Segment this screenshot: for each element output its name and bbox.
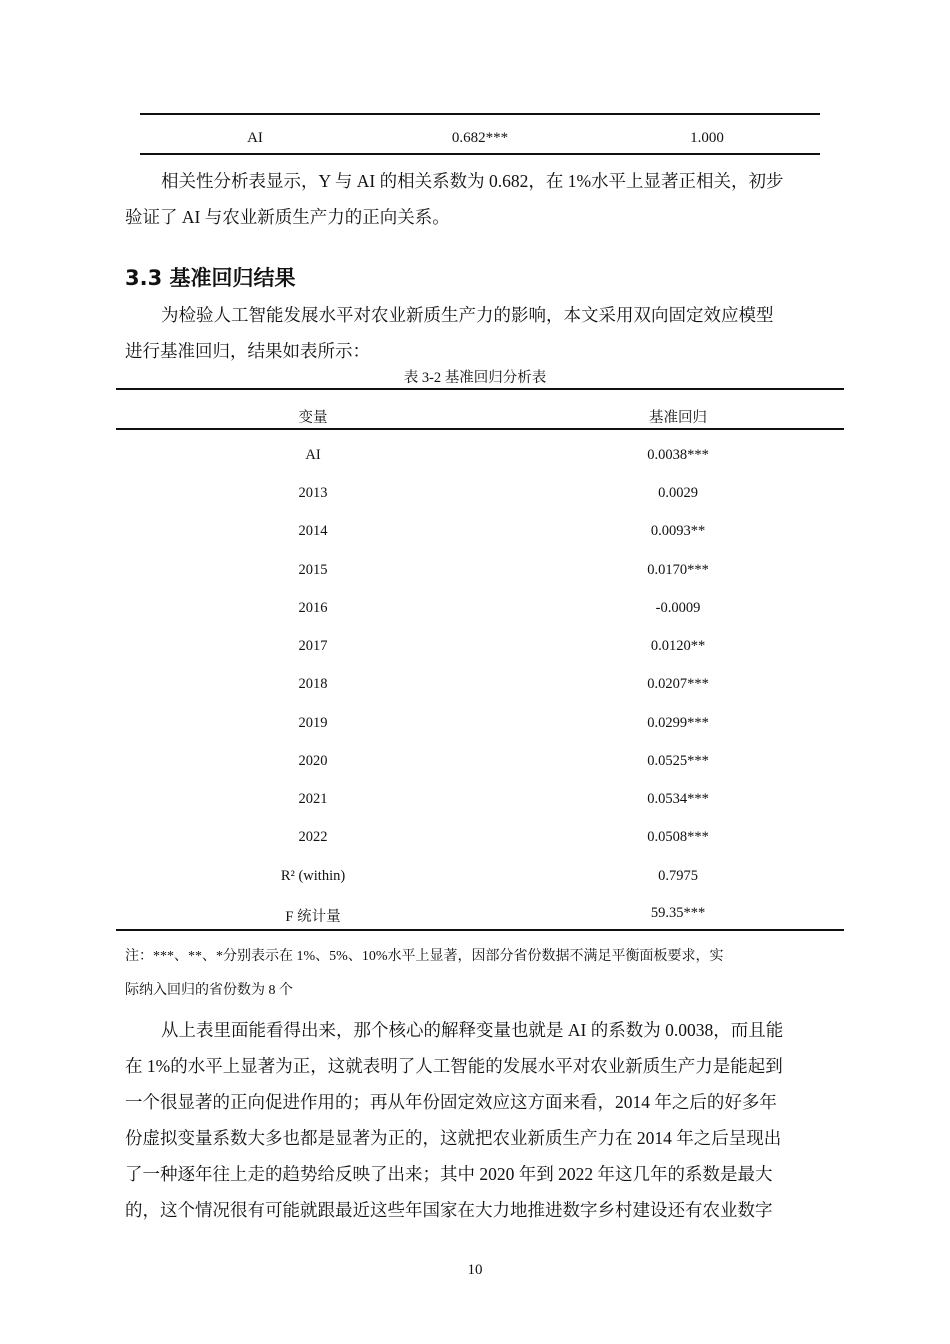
cell-coefficient: 0.7975 — [658, 868, 698, 884]
cell-coefficient: 0.0299*** — [647, 715, 709, 731]
row-label: AI — [247, 130, 263, 146]
table-note — [125, 940, 837, 1008]
paragraph-line: 验证了 AI 与农业新质生产力的正向关系。 — [125, 207, 450, 227]
note-line: 际纳入回归的省份数为 8 个 — [125, 983, 293, 998]
paragraph-line: 进行基准回归，结果如表所示： — [125, 341, 370, 361]
cell-coefficient: 0.0120** — [650, 638, 706, 654]
cell-variable: F 统计量 — [285, 909, 341, 925]
note-line: 注：***、**、*分别表示在 1%、5%、10%水平上显著，因部分省份数据不满足平衡面板要求，实 — [125, 949, 724, 964]
cell-coefficient: 59.35*** — [650, 905, 706, 921]
table-rule-bottom — [116, 929, 844, 931]
cell-coefficient: 0.0038*** — [647, 447, 709, 463]
cell-variable: 2020 — [298, 753, 328, 769]
header-baseline: 基准回归 — [649, 410, 707, 426]
cell-coefficient: 0.0508*** — [647, 829, 709, 845]
row-value-1: 0.682*** — [451, 130, 509, 146]
row-value-2: 1.000 — [690, 130, 724, 146]
cell-variable: 2019 — [298, 715, 328, 731]
cell-coefficient: 0.0029 — [658, 485, 698, 501]
table-caption: 表 3-2 基准回归分析表 — [403, 370, 547, 386]
table-rule-header — [116, 428, 844, 430]
cell-variable: 2015 — [298, 562, 328, 578]
paragraph-line: 从上表里面能看得出来，那个核心的解释变量也就是 AI 的系数为 0.0038，而且能 — [161, 1020, 784, 1040]
regression-table — [116, 388, 844, 933]
cell-variable: 2017 — [298, 638, 328, 654]
top-table-rule-top — [140, 113, 820, 115]
page-number: 10 — [467, 1262, 483, 1278]
section-heading: 3.3 基准回归结果 — [125, 266, 296, 290]
cell-coefficient: 0.0207*** — [647, 676, 709, 692]
cell-coefficient: 0.0170*** — [647, 562, 709, 578]
cell-coefficient: 0.0525*** — [647, 753, 709, 769]
cell-variable: 2014 — [298, 523, 328, 539]
cell-coefficient: -0.0009 — [655, 600, 701, 616]
paragraph-line: 的，这个情况很有可能就跟最近这些年国家在大力地推进数字乡村建设还有农业数字 — [125, 1200, 773, 1220]
cell-variable: 2013 — [298, 485, 328, 501]
cell-variable: 2021 — [298, 791, 328, 807]
table-rule-top — [116, 388, 844, 390]
correlation-table-row — [140, 130, 820, 152]
paragraph-line: 为检验人工智能发展水平对农业新质生产力的影响，本文采用双向固定效应模型 — [161, 305, 774, 325]
cell-coefficient: 0.0093** — [650, 523, 706, 539]
cell-variable: 2016 — [298, 600, 328, 616]
paragraph-method — [125, 297, 837, 369]
cell-variable: R² (within) — [280, 868, 346, 884]
paragraph-line: 在 1%的水平上显著为正，这就表明了人工智能的发展水平对农业新质生产力是能起到 — [125, 1056, 783, 1076]
cell-variable: 2018 — [298, 676, 328, 692]
paragraph-line: 了一种逐年往上走的趋势给反映了出来；其中 2020 年到 2022 年这几年的系数是最大 — [125, 1164, 773, 1184]
paragraph-correlation — [125, 163, 837, 235]
paragraph-line: 份虚拟变量系数大多也都是显著为正的，这就把农业新质生产力在 2014 年之后呈现出 — [125, 1128, 782, 1148]
paragraph-discussion — [125, 1012, 837, 1228]
cell-variable: AI — [305, 447, 321, 463]
cell-variable: 2022 — [298, 829, 328, 845]
paragraph-line: 一个很显著的正向促进作用的；再从年份固定效应这方面来看，2014 年之后的好多年 — [125, 1092, 777, 1112]
top-table-rule-bottom — [140, 153, 820, 155]
cell-coefficient: 0.0534*** — [647, 791, 709, 807]
paragraph-line: 相关性分析表显示，Y 与 AI 的相关系数为 0.682，在 1%水平上显著正相关，初步 — [161, 171, 784, 191]
header-variable: 变量 — [298, 410, 328, 426]
